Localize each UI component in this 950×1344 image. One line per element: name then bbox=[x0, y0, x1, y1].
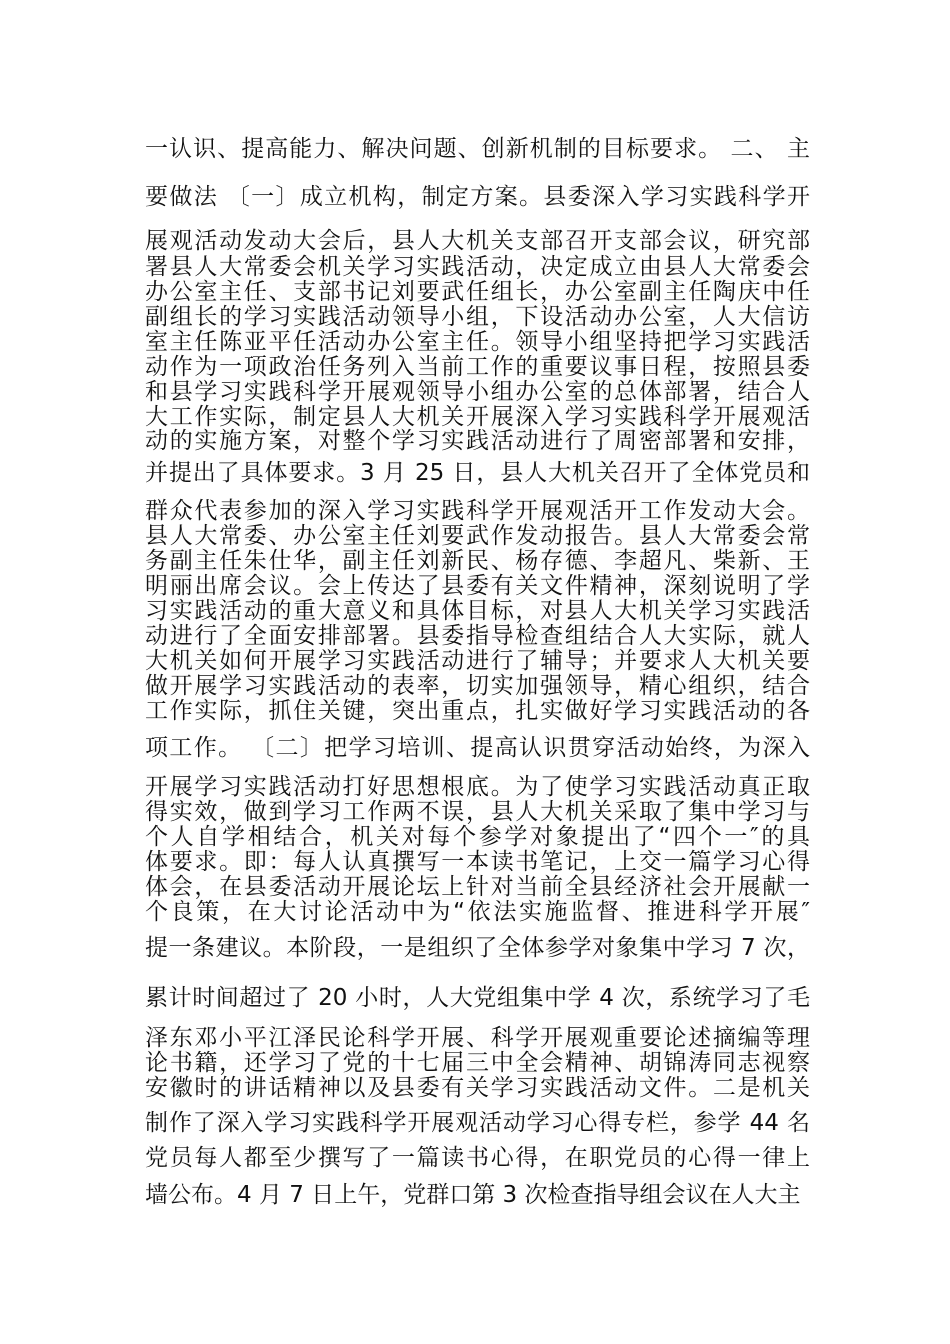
body-text-line: 展观活动发动大会后，县人大机关支部召开支部会议，研究部 bbox=[145, 228, 810, 254]
body-text-line: 个人自学相结合，机关对每个参学对象提出了“四个一″的具 bbox=[145, 824, 810, 850]
body-text-line: 论书籍，还学习了党的十七届三中全会精神、胡锦涛同志视察 bbox=[145, 1050, 810, 1076]
body-text-line: 动的实施方案，对整个学习实践活动进行了周密部署和安排， bbox=[145, 428, 810, 454]
body-text-line: 泽东邓小平江泽民论科学开展、科学开展观重要论述摘编等理 bbox=[145, 1025, 810, 1051]
body-text-line: 务副主任朱仕华，副主任刘新民、杨存德、李超凡、柴新、王 bbox=[145, 548, 810, 574]
body-text-line: 署县人大常委会机关学习实践活动，决定成立由县人大常委会 bbox=[145, 254, 810, 280]
body-text-line: 明丽出席会议。会上传达了县委有关文件精神，深刻说明了学 bbox=[145, 573, 810, 599]
body-text-line: 累计时间超过了 20 小时，人大党组集中学 4 次，系统学习了毛 bbox=[145, 985, 810, 1011]
body-text-line: 制作了深入学习实践科学开展观活动学习心得专栏，参学 44 名 bbox=[145, 1110, 810, 1136]
body-text-line: 工作实际，抓住关键，突出重点，扎实做好学习实践活动的各 bbox=[145, 698, 810, 724]
body-text-line: 大机关如何开展学习实践活动进行了辅导；并要求人大机关要 bbox=[145, 648, 810, 674]
body-text-line: 得实效，做到学习工作两不误，县人大机关采取了集中学习与 bbox=[145, 799, 810, 825]
body-text-line: 群众代表参加的深入学习实践科学开展观活开工作发动大会。 bbox=[145, 498, 810, 524]
body-text-line: 安徽时的讲话精神以及县委有关学习实践活动文件。二是机关 bbox=[145, 1075, 810, 1101]
body-text-line: 动进行了全面安排部署。县委指导检查组结合人大实际，就人 bbox=[145, 623, 810, 649]
body-text-line: 和县学习实践科学开展观领导小组办公室的总体部署，结合人 bbox=[145, 379, 810, 405]
body-text-line: 体会，在县委活动开展论坛上针对当前全县经济社会开展献一 bbox=[145, 874, 810, 900]
body-text-line: 墙公布。4 月 7 日上午，党群口第 3 次检查指导组会议在人大主 bbox=[145, 1182, 801, 1208]
body-text-line: 体要求。即：每人认真撰写一本读书笔记，上交一篇学习心得 bbox=[145, 849, 810, 875]
body-text-line: 开展学习实践活动打好思想根底。为了使学习实践活动真正取 bbox=[145, 774, 810, 800]
body-text-line: 县人大常委、办公室主任刘要武作发动报告。县人大常委会常 bbox=[145, 523, 810, 549]
body-text-line: 动作为一项政治任务列入当前工作的重要议事日程，按照县委 bbox=[145, 354, 810, 380]
body-text-line: 要做法 〔一〕成立机构，制定方案。县委深入学习实践科学开 bbox=[145, 184, 810, 210]
body-text-line: 并提出了具体要求。3 月 25 日，县人大机关召开了全体党员和 bbox=[145, 460, 810, 486]
body-text-line: 一认识、提高能力、解决问题、创新机制的目标要求。 二、 主 bbox=[145, 136, 810, 162]
body-text-line: 提一条建议。本阶段，一是组织了全体参学对象集中学习 7 次， bbox=[145, 935, 810, 961]
body-text-line: 室主任陈亚平任活动办公室主任。领导小组坚持把学习实践活 bbox=[145, 329, 810, 355]
body-text-line: 副组长的学习实践活动领导小组，下设活动办公室，人大信访 bbox=[145, 304, 810, 330]
body-text-line: 习实践活动的重大意义和具体目标，对县人大机关学习实践活 bbox=[145, 598, 810, 624]
body-text-line: 办公室主任、支部书记刘要武任组长，办公室副主任陶庆中任 bbox=[145, 279, 810, 305]
body-text-line: 大工作实际，制定县人大机关开展深入学习实践科学开展观活 bbox=[145, 404, 810, 430]
body-text-line: 个良策，在大讨论活动中为“依法实施监督、推进科学开展″ bbox=[145, 899, 810, 925]
body-text-line: 项工作。 〔二〕把学习培训、提高认识贯穿活动始终，为深入 bbox=[145, 735, 810, 761]
body-text-line: 党员每人都至少撰写了一篇读书心得，在职党员的心得一律上 bbox=[145, 1145, 810, 1171]
body-text-line: 做开展学习实践活动的表率，切实加强领导，精心组织，结合 bbox=[145, 673, 810, 699]
